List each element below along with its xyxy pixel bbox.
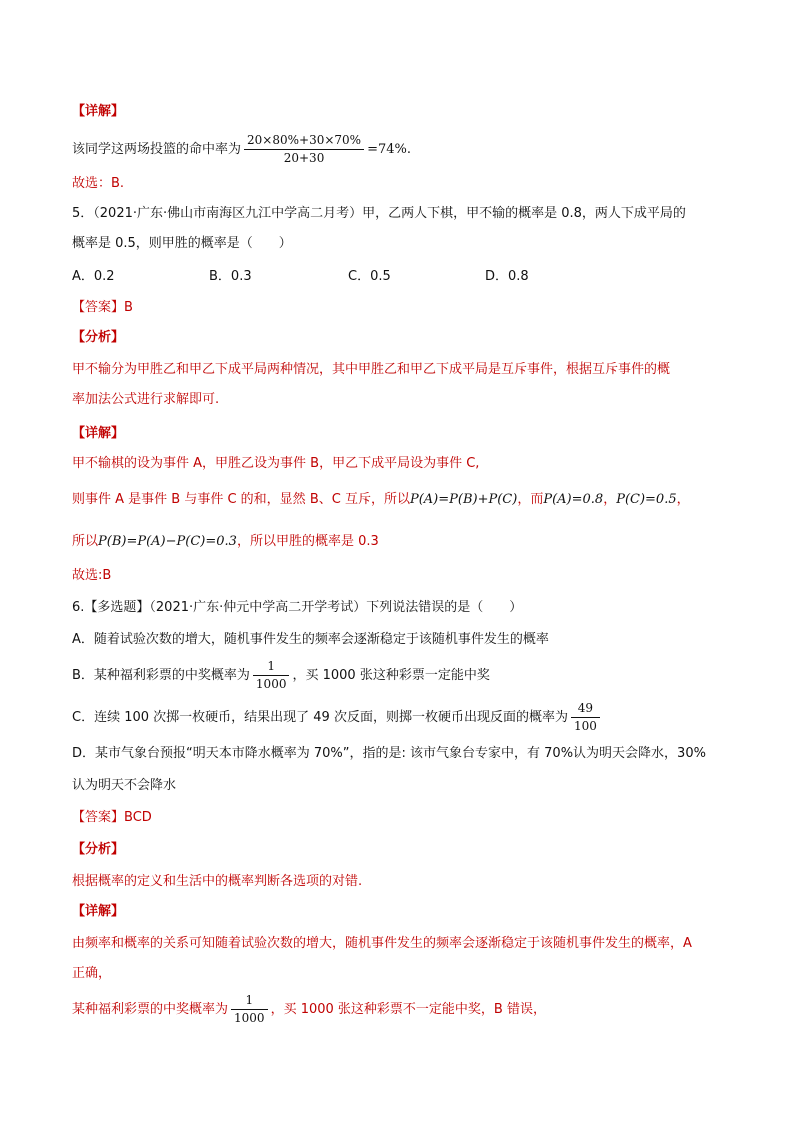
q5-analysis-line1: 甲不输分为甲胜乙和甲乙下成平局两种情况，其中甲胜乙和甲乙下成平局是互斥事件，根据互斥事件的概 xyxy=(72,362,671,377)
q6-answer: 【答案】BCD xyxy=(72,810,152,825)
hit-rate-fraction: $\frac{20\times 80\%+30\times 70\%}{20+30}$ xyxy=(244,133,364,166)
q5-analysis-line2: 率加法公式进行求解即可. xyxy=(72,392,220,407)
fraction-1-over-1000: $\frac{1}{1000}$ xyxy=(253,659,290,692)
q6-detail-line3: 某种福利彩票的中奖概率为 $\frac{1}{1000}$ ，买 1000 张这种彩票不一定能中奖，B 错误， xyxy=(72,993,546,1025)
q6-detail-label: 【详解】 xyxy=(72,904,125,919)
q6-analysis: 根据概率的定义和生活中的概率判断各选项的对错. xyxy=(72,874,363,889)
q5-option-b: B．0.3 xyxy=(209,269,252,284)
q5-stem-line1: 5．（2021·广东·佛山市南海区九江中学高二月考）甲，乙两人下棋，甲不输的概率是 0.8，两人下成平局的 xyxy=(72,206,686,221)
hit-rate-line: 该同学这两场投篮的命中率为 $\frac{20\times 80\%+30\times 70\%}{20+30}$ =74%. xyxy=(72,133,411,165)
q6-detail-line1: 由频率和概率的关系可知随着试验次数的增大，随机事件发生的频率会逐渐稳定于该随机事件发生的概率，A xyxy=(72,936,692,951)
q6-option-d-line2: 认为明天不会降水 xyxy=(72,778,177,793)
q5-options xyxy=(72,267,722,287)
q5-option-d: D．0.8 xyxy=(485,269,529,284)
formula-pa: P(A)=0.8 xyxy=(543,492,604,507)
q5-detail-line3: 所以P(B)=P(A)−P(C)=0.3，所以甲胜的概率是 0.3 xyxy=(72,534,379,549)
q5-option-c: C．0.5 xyxy=(348,269,391,284)
q5-detail-label: 【详解】 xyxy=(72,426,125,441)
q5-detail-line1: 甲不输棋的设为事件 A，甲胜乙设为事件 B，甲乙下成平局设为事件 C, xyxy=(72,456,480,471)
q5-analysis-label: 【分析】 xyxy=(72,330,125,345)
q5-detail-line2: 则事件 A 是事件 B 与事件 C 的和，显然 B、C 互斥，所以P(A)=P(B)+P(C)，而P(A)=0.8，P(C)=0.5， xyxy=(72,492,690,507)
q5-answer: 【答案】B xyxy=(72,300,133,315)
formula-sum-rule: P(A)=P(B)+P(C) xyxy=(409,492,518,507)
q6-detail-line2: 正确， xyxy=(72,966,112,981)
q6-option-b: B．某种福利彩票的中奖概率为 $\frac{1}{1000}$ ，买 1000 张这种彩票一定能中奖 xyxy=(72,659,490,691)
detail-label: 【详解】 xyxy=(72,104,125,119)
formula-pb: P(B)=P(A)−P(C)=0.3 xyxy=(98,534,237,549)
q5-option-a: A．0.2 xyxy=(72,269,115,284)
q6-option-a: A．随着试验次数的增大，随机事件发生的频率会逐渐稳定于该随机事件发生的概率 xyxy=(72,632,549,647)
answer-line: 故选：B. xyxy=(72,176,125,191)
q5-stem-line2: 概率是 0.5，则甲胜的概率是（ ） xyxy=(72,236,292,251)
fraction-49-over-100: $\frac{49}{100}$ xyxy=(571,701,600,734)
fraction-1-over-1000-detail: $\frac{1}{1000}$ xyxy=(231,993,268,1026)
q6-analysis-label: 【分析】 xyxy=(72,842,125,857)
q6-option-d-line1: D．某市气象台预报“明天本市降水概率为 70%”，指的是: 该市气象台专家中，有 70%认为明天会降水，30% xyxy=(72,746,706,761)
q5-final: 故选:B xyxy=(72,568,112,583)
q6-title: 6.【多选题】（2021·广东·仲元中学高二开学考试）下列说法错误的是（ ） xyxy=(72,600,523,615)
q6-option-c: C．连续 100 次掷一枚硬币，结果出现了 49 次反面，则掷一枚硬币出现反面的概率为 $\frac{49}{100}$ xyxy=(72,700,603,736)
formula-pc: P(C)=0.5 xyxy=(616,492,677,507)
